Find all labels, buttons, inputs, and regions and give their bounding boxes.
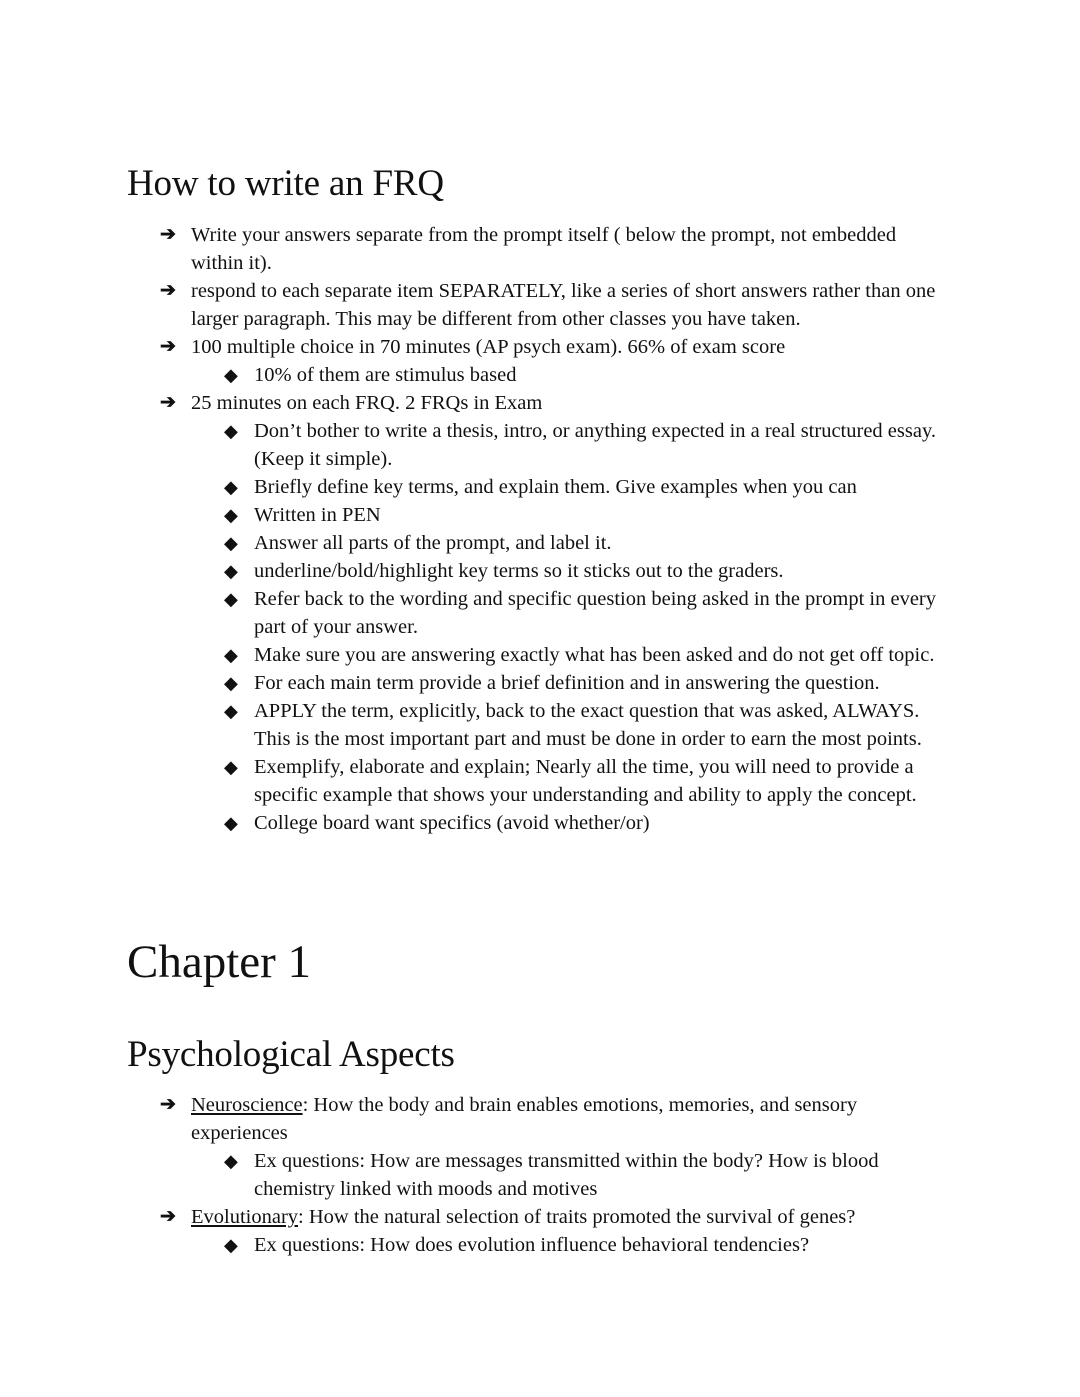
list-item	[0, 221, 951, 277]
diamond-bullet-icon: ◆	[224, 421, 238, 441]
list-item-text: 25 minutes on each FRQ. 2 FRQs in Exam	[191, 392, 543, 414]
sub-list-item	[0, 501, 954, 529]
list-item-text: Write your answers separate from the prompt itself ( below the prompt, not embedded within it).	[191, 224, 897, 274]
diamond-bullet-icon: ◆	[224, 1151, 238, 1171]
chapter-heading: Chapter 1	[127, 936, 312, 988]
sub-list-item	[0, 417, 954, 473]
list-item	[0, 277, 951, 333]
list-item-text: respond to each separate item SEPARATELY, like a series of short answers rather than one larger paragraph. This may be different from other classes you have taken.	[191, 280, 936, 330]
sub-list-item	[0, 361, 954, 389]
sub-list-item-text: Ex questions: How are messages transmitted within the body? How is blood chemistry linked with moods and motives	[254, 1150, 879, 1200]
sub-list-item-text: Make sure you are answering exactly what has been asked and do not get off topic.	[254, 644, 935, 666]
term-neuroscience: Neuroscience	[191, 1094, 303, 1116]
sub-list-item	[0, 473, 954, 501]
sub-list-item	[0, 1147, 954, 1203]
sub-list-item-text: Don’t bother to write a thesis, intro, or anything expected in a real structured essay. (Keep it simple).	[254, 420, 936, 470]
sub-list-item	[0, 809, 954, 837]
list-item-text: : How the natural selection of traits promoted the survival of genes?	[298, 1206, 856, 1228]
diamond-bullet-icon: ◆	[224, 561, 238, 581]
diamond-bullet-icon: ◆	[224, 589, 238, 609]
arrow-bullet-icon: ➔	[160, 392, 176, 413]
sub-list-item	[0, 641, 954, 669]
arrow-bullet-icon: ➔	[160, 336, 176, 357]
sub-list-item-text: Refer back to the wording and specific question being asked in the prompt in every part of your answer.	[254, 588, 936, 638]
sub-list-item	[0, 585, 954, 641]
sub-list-item-text: APPLY the term, explicitly, back to the exact question that was asked, ALWAYS. This is the most important part and must be done in order to earn the most points.	[254, 700, 922, 750]
diamond-bullet-icon: ◆	[224, 533, 238, 553]
diamond-bullet-icon: ◆	[224, 813, 238, 833]
list-item-text: 100 multiple choice in 70 minutes (AP psych exam). 66% of exam score	[191, 336, 786, 358]
arrow-bullet-icon: ➔	[160, 280, 176, 301]
frq-heading: How to write an FRQ	[127, 163, 444, 204]
aspects-list	[0, 1091, 1080, 1259]
sub-list-item-text: Exemplify, elaborate and explain; Nearly all the time, you will need to provide a specific example that shows your understanding and ability to apply the concept.	[254, 756, 917, 806]
sub-list-item-text: Briefly define key terms, and explain them. Give examples when you can	[254, 476, 857, 498]
diamond-bullet-icon: ◆	[224, 1235, 238, 1255]
diamond-bullet-icon: ◆	[224, 645, 238, 665]
diamond-bullet-icon: ◆	[224, 365, 238, 385]
sub-list-item	[0, 557, 954, 585]
sub-list-item-text: 10% of them are stimulus based	[254, 364, 517, 386]
sub-list-item-text: Ex questions: How does evolution influence behavioral tendencies?	[254, 1234, 810, 1256]
diamond-bullet-icon: ◆	[224, 673, 238, 693]
term-evolutionary: Evolutionary	[191, 1206, 299, 1228]
sub-list-item	[0, 1231, 954, 1259]
diamond-bullet-icon: ◆	[224, 757, 238, 777]
sub-list-item	[0, 529, 954, 557]
list-item	[0, 333, 951, 361]
sub-list-item	[0, 669, 954, 697]
sub-list-item	[0, 753, 954, 809]
list-item-text: : How the body and brain enables emotions, memories, and sensory experiences	[191, 1094, 858, 1144]
sub-list-item-text: Written in PEN	[254, 504, 381, 526]
diamond-bullet-icon: ◆	[224, 505, 238, 525]
section-heading: Psychological Aspects	[127, 1034, 455, 1075]
diamond-bullet-icon: ◆	[224, 701, 238, 721]
frq-list	[0, 221, 1080, 837]
sub-list-item	[0, 697, 954, 753]
arrow-bullet-icon: ➔	[160, 1094, 176, 1115]
arrow-bullet-icon: ➔	[160, 1206, 176, 1227]
sub-list-item-text: For each main term provide a brief definition and in answering the question.	[254, 672, 880, 694]
list-item	[0, 1203, 951, 1231]
arrow-bullet-icon: ➔	[160, 224, 176, 245]
sub-list-item-text: underline/bold/highlight key terms so it sticks out to the graders.	[254, 560, 784, 582]
diamond-bullet-icon: ◆	[224, 477, 238, 497]
list-item	[0, 1091, 951, 1147]
sub-list-item-text: College board want specifics (avoid whether/or)	[254, 812, 650, 834]
list-item	[0, 389, 951, 417]
sub-list-item-text: Answer all parts of the prompt, and label it.	[254, 532, 612, 554]
